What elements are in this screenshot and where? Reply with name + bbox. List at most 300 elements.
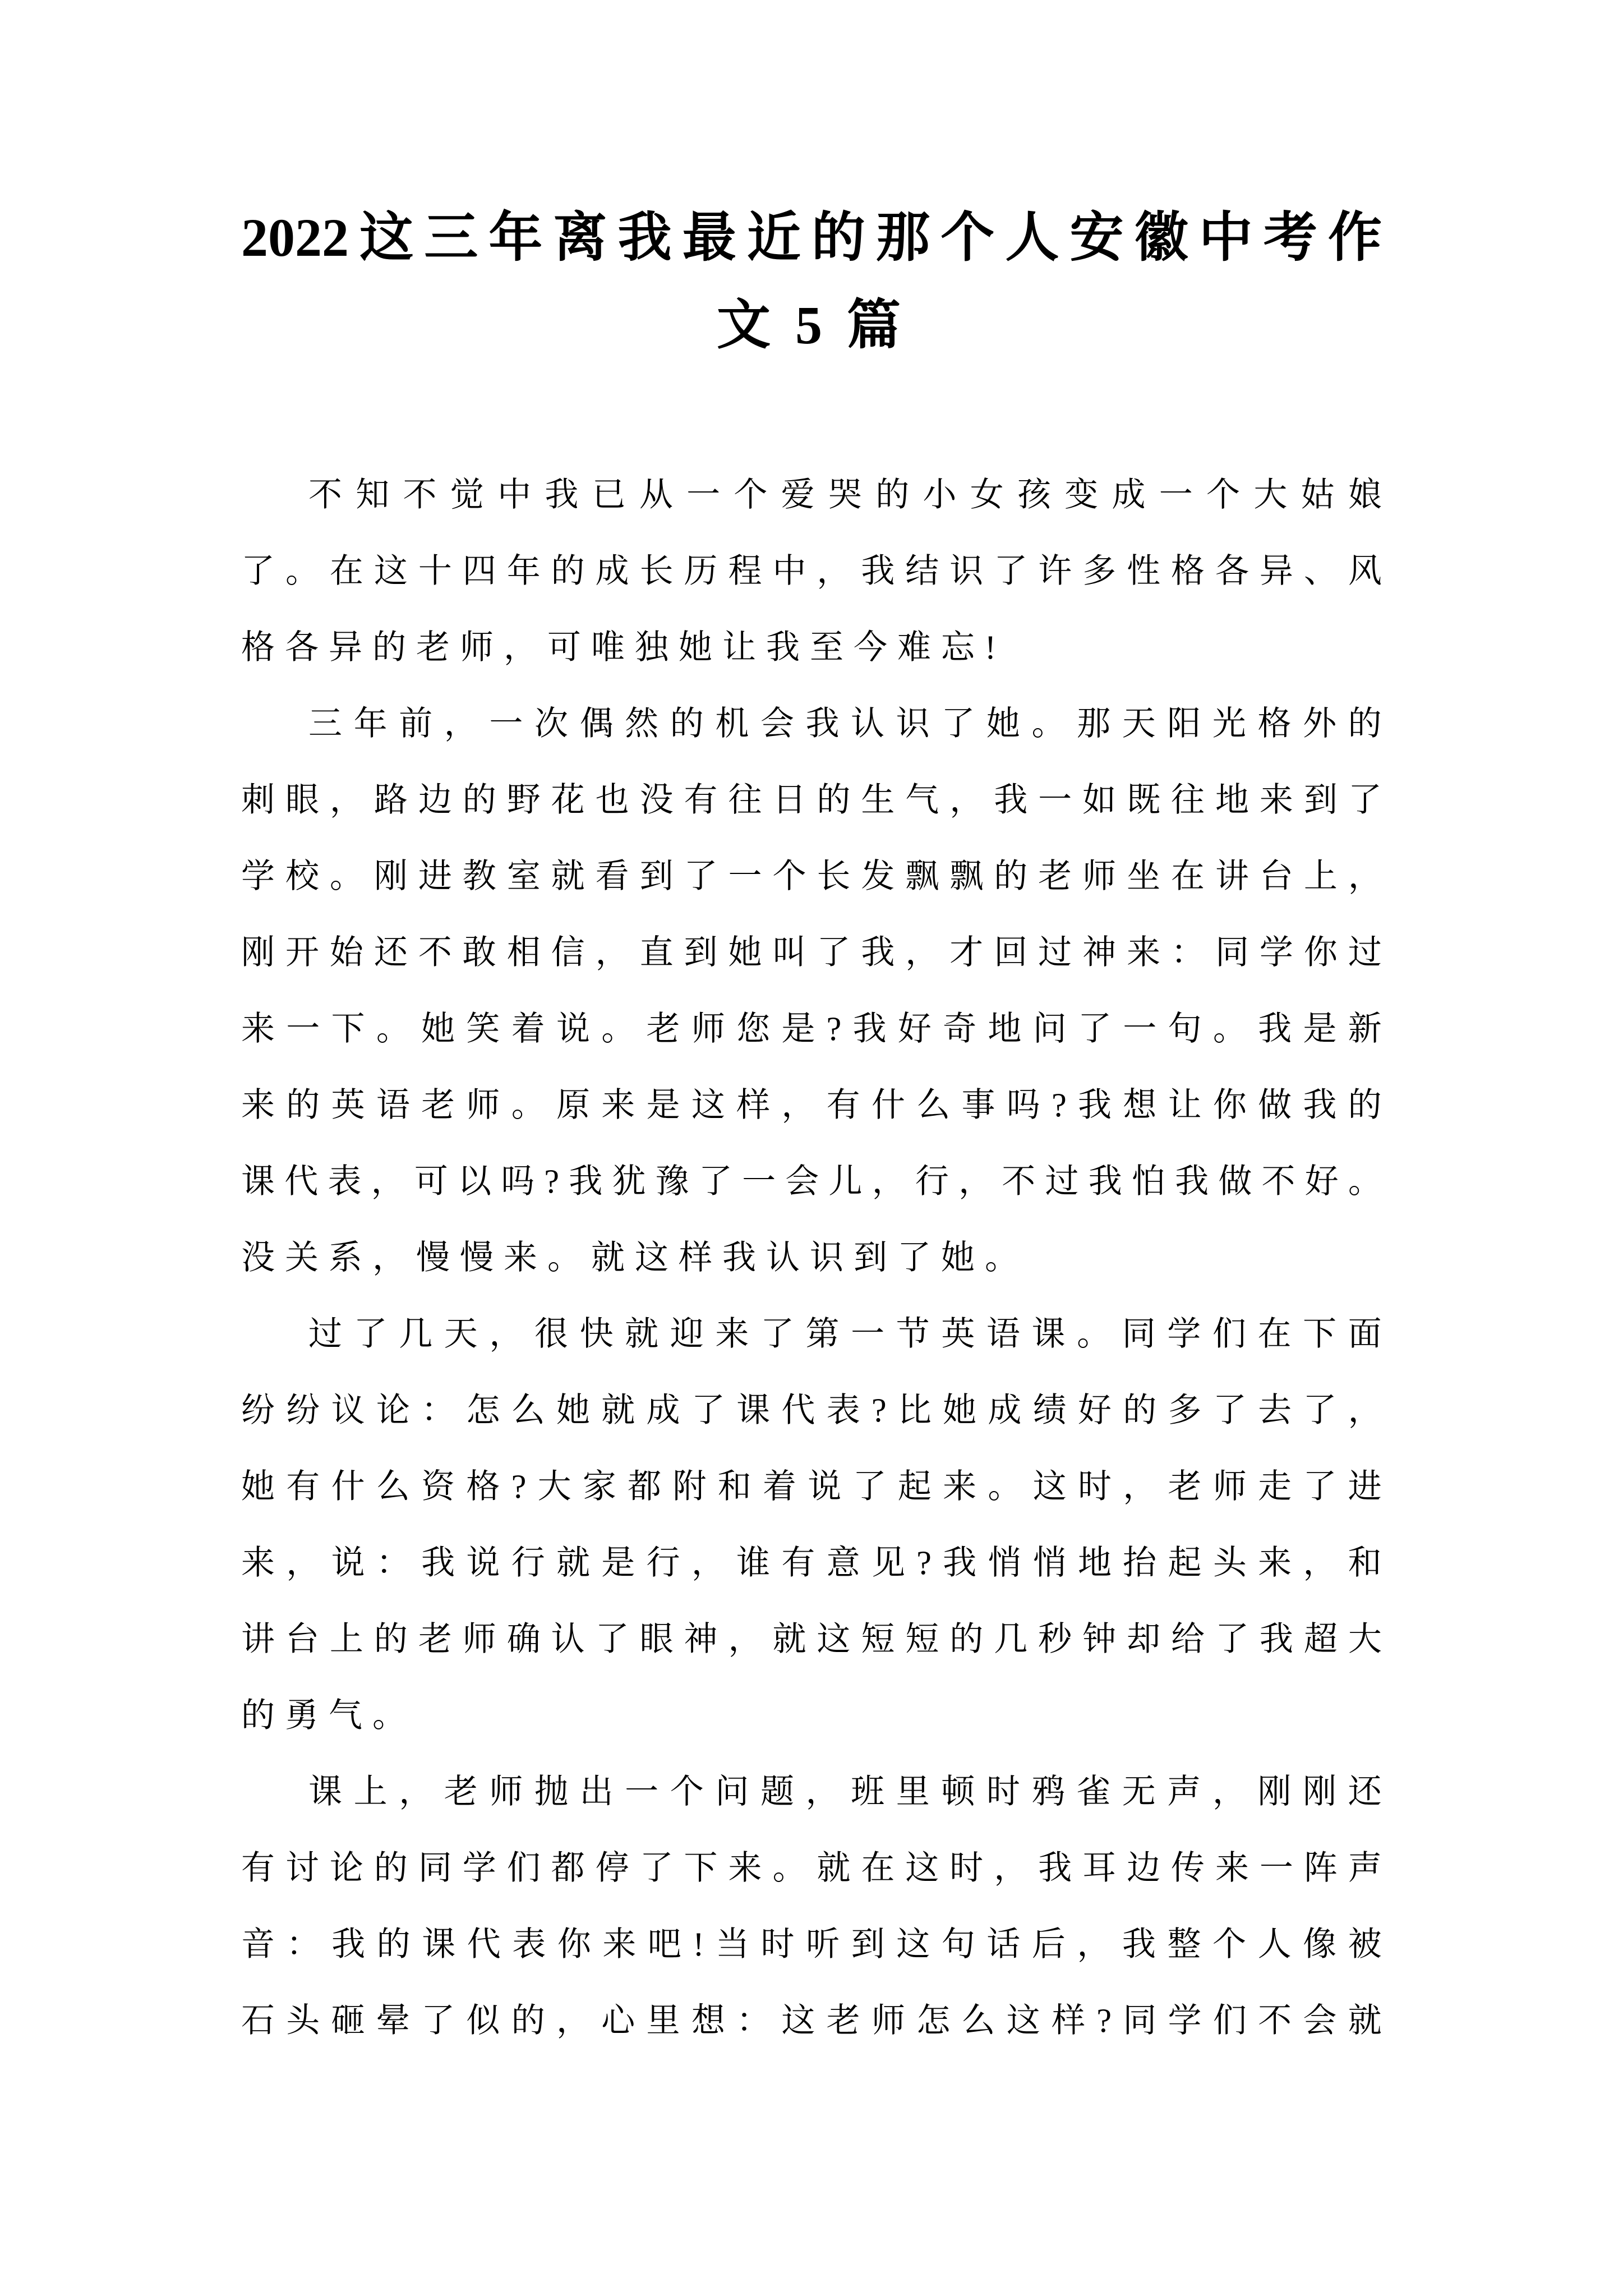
text-char: ， xyxy=(949,781,984,818)
text-char: 一 xyxy=(728,858,762,895)
text-char: 都 xyxy=(628,1468,662,1505)
text-line xyxy=(241,1372,1382,1448)
text-char: 长 xyxy=(817,858,851,895)
text-char: 的 xyxy=(374,1621,408,1658)
text-line xyxy=(241,533,1382,609)
text-line xyxy=(241,1448,1382,1525)
text-char: 了 xyxy=(691,1392,725,1429)
text-char: 校 xyxy=(285,858,319,895)
text-char: 从 xyxy=(639,476,673,513)
text-char: 一 xyxy=(1259,1849,1293,1887)
text-char: 里 xyxy=(646,2002,680,2039)
text-char: 同 xyxy=(1215,934,1249,971)
title-char: 人 xyxy=(1005,208,1059,268)
text-char: 一 xyxy=(686,476,721,513)
text-char: 几 xyxy=(994,1621,1028,1658)
paragraph-3 xyxy=(241,1296,1382,1754)
text-char: ， xyxy=(905,934,939,971)
text-char: 是 xyxy=(1303,1010,1337,1047)
text-char: 了 xyxy=(698,1163,732,1200)
text-char: 不 xyxy=(1258,2002,1292,2039)
text-char: 上 xyxy=(1303,858,1338,895)
text-char: 。 xyxy=(1077,1315,1111,1352)
text-line xyxy=(241,1601,1382,1677)
text-char: 行 xyxy=(646,1544,680,1581)
text-char: 我 xyxy=(943,1544,977,1581)
text-char: 短 xyxy=(861,1621,895,1658)
text-char: 比 xyxy=(897,1392,932,1429)
text-char: 还 xyxy=(374,934,408,971)
text-char: 开 xyxy=(285,934,319,971)
text-char: 我 xyxy=(805,705,840,742)
text-char: 飘 xyxy=(905,858,939,895)
text-char: 几 xyxy=(399,1315,433,1352)
text-char: 三 xyxy=(308,705,342,742)
title-char: 近 xyxy=(746,208,801,268)
text-char: 怎 xyxy=(466,1392,500,1429)
text-char: 我 xyxy=(1088,1163,1122,1200)
text-char: 表 xyxy=(328,1163,362,1200)
text-char: 说 xyxy=(466,1544,500,1581)
text-char: 事 xyxy=(961,1087,995,1124)
text-char: 的 xyxy=(994,858,1028,895)
text-char: ， xyxy=(489,1315,523,1352)
text-char: 阵 xyxy=(1303,1849,1338,1887)
text-char: 年 xyxy=(353,705,388,742)
text-char: 以 xyxy=(458,1163,492,1200)
text-char: ： xyxy=(421,1392,455,1429)
text-char: 格 xyxy=(1257,705,1292,742)
text-char: 的 xyxy=(511,2002,545,2039)
text-char: 句 xyxy=(941,1926,975,1963)
text-char: 。 xyxy=(511,1087,545,1124)
text-char: 台 xyxy=(285,1621,319,1658)
text-char: 年 xyxy=(506,553,541,590)
text-char: 我 xyxy=(861,553,895,590)
text-line xyxy=(241,1830,1382,1906)
text-char: 怎 xyxy=(916,2002,951,2039)
text-char: 那 xyxy=(1077,705,1111,742)
text-char: 讨 xyxy=(285,1849,319,1887)
text-char: 做 xyxy=(1218,1163,1252,1200)
text-char: 晕 xyxy=(376,2002,410,2039)
text-char: 来 xyxy=(1215,1849,1249,1887)
title-char: 个 xyxy=(940,208,995,268)
text-char: 钟 xyxy=(1082,1621,1117,1658)
text-char: 么 xyxy=(961,2002,995,2039)
text-char: 问 xyxy=(715,1773,749,1810)
text-char: ， xyxy=(1212,1773,1246,1810)
text-char: 地 xyxy=(1215,781,1249,818)
text-char: 。 xyxy=(329,858,363,895)
text-char: ， xyxy=(444,705,478,742)
text-char: ， xyxy=(994,1849,1028,1887)
title-char: 年 xyxy=(488,208,543,268)
text-char: 我 xyxy=(331,1926,366,1963)
text-char: 课 xyxy=(241,1163,275,1200)
text-char: 过 xyxy=(1038,934,1072,971)
document-title xyxy=(241,194,1382,369)
text-char: 来 xyxy=(728,1849,762,1887)
text-char: 边 xyxy=(1127,1849,1161,1887)
text-char: ， xyxy=(329,781,363,818)
text-char: 砸 xyxy=(331,2002,365,2039)
text-char: 一 xyxy=(1038,781,1072,818)
text-char: 了 xyxy=(639,1849,674,1887)
text-char: ， xyxy=(958,1163,993,1200)
text-char: 认 xyxy=(851,705,885,742)
text-char: 短 xyxy=(905,1621,939,1658)
text-char: 着 xyxy=(511,1010,545,1047)
text-char: 原 xyxy=(556,1087,590,1124)
text-line: 没关系，慢慢来。就这样我认识到了她。 xyxy=(241,1239,1029,1276)
text-char: 了 xyxy=(852,1468,887,1505)
text-char: 我 xyxy=(1259,1621,1293,1658)
text-char: 的 xyxy=(670,705,704,742)
text-char: 来 xyxy=(241,1087,275,1124)
text-char: 抛 xyxy=(534,1773,568,1810)
text-char: 我 xyxy=(1175,1163,1209,1200)
text-char: 我 xyxy=(994,781,1028,818)
text-char: 什 xyxy=(871,1087,905,1124)
text-char: 十 xyxy=(418,553,452,590)
text-char: 的 xyxy=(1348,1087,1382,1124)
text-char: 知 xyxy=(356,476,390,513)
text-char: 会 xyxy=(1303,2002,1337,2039)
text-char: 一 xyxy=(851,1315,885,1352)
text-char: 论 xyxy=(376,1392,410,1429)
text-char: ： xyxy=(1171,934,1205,971)
title-char: 离 xyxy=(553,208,607,268)
text-char: 地 xyxy=(1077,1544,1112,1581)
text-char: 像 xyxy=(1303,1926,1337,1963)
text-line: 的勇气。 xyxy=(241,1697,416,1734)
text-char: 代 xyxy=(284,1163,319,1200)
text-char: 你 xyxy=(1303,934,1338,971)
text-char: 老 xyxy=(646,1010,680,1047)
text-char: 我 xyxy=(852,1010,887,1047)
text-char: 下 xyxy=(684,1849,718,1887)
text-char: 来 xyxy=(1258,1544,1292,1581)
text-char: 还 xyxy=(1348,1773,1382,1810)
text-char: ， xyxy=(286,1544,320,1581)
text-char: 课 xyxy=(422,1926,456,1963)
text-char: 儿 xyxy=(828,1163,863,1200)
text-char: 小 xyxy=(923,476,957,513)
text-char: 直 xyxy=(639,934,674,971)
text-char: 室 xyxy=(506,858,541,895)
text-char: 纷 xyxy=(286,1392,320,1429)
text-char: 日 xyxy=(772,781,806,818)
text-char: 这 xyxy=(691,1087,725,1124)
text-char: 学 xyxy=(1168,2002,1202,2039)
text-char: 的 xyxy=(949,1621,984,1658)
text-char: 就 xyxy=(1348,2002,1382,2039)
text-char: 这 xyxy=(817,1621,851,1658)
text-char: 始 xyxy=(329,934,363,971)
text-char: 了 xyxy=(817,934,851,971)
text-char: 她 xyxy=(241,1468,275,1505)
text-char: 节 xyxy=(896,1315,930,1352)
text-char: 的 xyxy=(286,1087,320,1124)
text-char: 我 xyxy=(545,476,579,513)
text-char: 就 xyxy=(601,1392,635,1429)
text-char: 坐 xyxy=(1127,858,1161,895)
text-char: 语 xyxy=(376,1087,410,1124)
text-char: 同 xyxy=(418,1849,452,1887)
text-char: 时 xyxy=(949,1849,984,1887)
text-char: 格 xyxy=(466,1468,500,1505)
text-char: 新 xyxy=(1348,1010,1382,1047)
text-char: 到 xyxy=(851,1926,885,1963)
text-char: 起 xyxy=(897,1468,932,1505)
text-char: 哭 xyxy=(828,476,862,513)
text-char: 机 xyxy=(715,705,749,742)
text-char: 她 xyxy=(421,1010,455,1047)
text-line xyxy=(241,685,1382,762)
text-char: 就 xyxy=(817,1849,851,1887)
title-line-1 xyxy=(241,194,1382,282)
text-line xyxy=(241,1296,1382,1372)
text-char: 不 xyxy=(418,934,452,971)
text-char: 行 xyxy=(915,1163,949,1200)
text-char: 光 xyxy=(1212,705,1246,742)
text-char: 这 xyxy=(1006,2002,1040,2039)
text-char: 了 xyxy=(684,858,718,895)
text-char: 我 xyxy=(569,1163,603,1200)
text-char: 这 xyxy=(896,1926,930,1963)
text-char: 说 xyxy=(331,1544,365,1581)
text-char: 花 xyxy=(551,781,585,818)
document-body xyxy=(241,457,1382,2059)
text-char: 个 xyxy=(670,1773,704,1810)
text-char: 说 xyxy=(556,1010,590,1047)
text-char: 在 xyxy=(1257,1315,1292,1352)
text-char: 来 xyxy=(1259,781,1293,818)
text-char: 我 xyxy=(1258,1010,1292,1047)
text-char: 说 xyxy=(808,1468,842,1505)
text-char: 附 xyxy=(672,1468,707,1505)
text-char: 到 xyxy=(684,934,718,971)
text-line xyxy=(241,762,1382,838)
text-char: 无 xyxy=(1122,1773,1156,1810)
text-char: 了 xyxy=(1212,1392,1247,1429)
text-char: 。 xyxy=(1348,1163,1382,1200)
text-char: 到 xyxy=(1303,781,1338,818)
text-char: 异 xyxy=(1259,553,1293,590)
text-char: 样 xyxy=(1052,2002,1086,2039)
text-char: 然 xyxy=(625,705,659,742)
text-char: 时 xyxy=(986,1773,1020,1810)
text-char: 过 xyxy=(1045,1163,1079,1200)
text-char: ? xyxy=(826,1010,842,1047)
text-char: 和 xyxy=(1348,1544,1382,1581)
title-char: 这 xyxy=(359,208,414,268)
text-char: 可 xyxy=(414,1163,448,1200)
text-line xyxy=(241,457,1382,533)
text-char: ? xyxy=(1052,1087,1067,1124)
text-char: 们 xyxy=(1212,2002,1247,2039)
text-char: 老 xyxy=(444,1773,478,1810)
text-char: 吧 xyxy=(647,1926,681,1963)
text-char: 快 xyxy=(579,1315,614,1352)
text-char: 么 xyxy=(916,1087,951,1124)
text-char: 了 xyxy=(941,705,975,742)
text-line: 格各异的老师，可唯独她让我至今难忘! xyxy=(241,629,1006,666)
text-char: 发 xyxy=(861,858,895,895)
text-char: 的 xyxy=(551,553,585,590)
text-char: 相 xyxy=(506,934,541,971)
text-char: 不 xyxy=(1261,1163,1295,1200)
text-char: 来 xyxy=(241,1010,275,1047)
text-char: 台 xyxy=(1259,858,1293,895)
text-char: 成 xyxy=(646,1392,680,1429)
text-char: 师 xyxy=(1082,858,1117,895)
text-char: ， xyxy=(399,1773,433,1810)
text-char: 识 xyxy=(949,553,984,590)
text-char: 就 xyxy=(625,1315,659,1352)
text-char: 笑 xyxy=(466,1010,500,1047)
text-char: 题 xyxy=(760,1773,794,1810)
text-char: 我 xyxy=(861,934,895,971)
text-char: 怕 xyxy=(1131,1163,1165,1200)
text-char: 她 xyxy=(556,1392,590,1429)
text-char: 历 xyxy=(684,553,718,590)
text-char: 你 xyxy=(1212,1087,1247,1124)
title-char: 三 xyxy=(424,208,478,268)
text-char: 来 xyxy=(241,1544,275,1581)
text-char: 意 xyxy=(826,1544,860,1581)
text-char: 么 xyxy=(511,1392,545,1429)
text-char: 同 xyxy=(1122,1315,1156,1352)
text-char: 耳 xyxy=(1082,1849,1117,1887)
title-char: 考 xyxy=(1263,208,1317,268)
text-char: 她 xyxy=(728,934,762,971)
text-char: 这 xyxy=(781,2002,815,2039)
text-char: ， xyxy=(817,553,851,590)
text-char: 迎 xyxy=(670,1315,704,1352)
text-char: 我 xyxy=(1038,1849,1072,1887)
text-char: 眼 xyxy=(639,1621,674,1658)
text-char: ， xyxy=(556,2002,590,2039)
text-char: 了 xyxy=(421,2002,455,2039)
text-char: 刚 xyxy=(1303,1773,1337,1810)
text-line xyxy=(241,1754,1382,1830)
text-char: ， xyxy=(1348,1392,1382,1429)
text-char: ? xyxy=(511,1468,527,1505)
text-char: 敢 xyxy=(462,934,496,971)
text-char: 风 xyxy=(1348,553,1382,590)
text-char: 很 xyxy=(534,1315,568,1352)
text-char: 们 xyxy=(506,1849,541,1887)
text-char: 娘 xyxy=(1348,476,1382,513)
text-char: 老 xyxy=(1168,1468,1202,1505)
text-char: 成 xyxy=(1112,476,1146,513)
text-char: 不 xyxy=(308,476,342,513)
text-char: 当 xyxy=(716,1926,749,1963)
title-char: 中 xyxy=(1198,208,1253,268)
text-char: 走 xyxy=(1258,1468,1292,1505)
text-char: 来 xyxy=(602,1926,637,1963)
text-char: 的 xyxy=(462,781,496,818)
text-char: 爱 xyxy=(781,476,815,513)
text-char: 头 xyxy=(1212,1544,1247,1581)
text-char: 一 xyxy=(286,1010,320,1047)
text-char: 我 xyxy=(1077,1087,1112,1124)
text-char: 里 xyxy=(896,1773,930,1810)
text-char: 教 xyxy=(462,858,496,895)
text-char: 却 xyxy=(1127,1621,1161,1658)
text-char: 老 xyxy=(421,1087,455,1124)
text-char: 给 xyxy=(1171,1621,1205,1658)
text-char: 四 xyxy=(462,553,496,590)
text-char: 会 xyxy=(785,1163,819,1200)
text-char: 是 xyxy=(601,1544,635,1581)
text-char: 同 xyxy=(1123,2002,1157,2039)
text-char: 结 xyxy=(905,553,939,590)
text-char: 学 xyxy=(1167,1315,1201,1352)
text-char: 上 xyxy=(353,1773,388,1810)
text-char: 姑 xyxy=(1301,476,1335,513)
text-char: 语 xyxy=(986,1315,1020,1352)
text-char: 的 xyxy=(1348,705,1382,742)
text-char: 老 xyxy=(418,1621,452,1658)
text-char: 被 xyxy=(1348,1926,1382,1963)
text-char: 想 xyxy=(691,2002,725,2039)
text-char: 性 xyxy=(1127,553,1161,590)
text-char: 一 xyxy=(1159,476,1193,513)
text-char: ? xyxy=(1096,2002,1112,2039)
text-char: 回 xyxy=(994,934,1028,971)
text-char: 了 xyxy=(595,1621,629,1658)
text-char: 如 xyxy=(1082,781,1117,818)
text-char: 。 xyxy=(1031,705,1066,742)
text-char: 做 xyxy=(1258,1087,1292,1124)
text-char: 外 xyxy=(1303,705,1337,742)
text-line xyxy=(241,1982,1382,2059)
text-char: 了 xyxy=(241,553,275,590)
text-char: 格 xyxy=(1171,553,1205,590)
text-char: 偶 xyxy=(579,705,614,742)
text-char: 神 xyxy=(1082,934,1117,971)
text-char: 石 xyxy=(241,2002,275,2039)
text-char: 的 xyxy=(374,1849,408,1887)
text-char: 资 xyxy=(421,1468,455,1505)
text-char: 这 xyxy=(905,1849,939,1887)
text-char: 看 xyxy=(595,858,629,895)
text-char: 好 xyxy=(1304,1163,1339,1200)
text-char: 既 xyxy=(1127,781,1161,818)
text-char: 神 xyxy=(684,1621,718,1658)
text-char: 停 xyxy=(595,1849,629,1887)
text-char: 超 xyxy=(1303,1621,1338,1658)
text-line xyxy=(241,914,1382,991)
text-char: 顿 xyxy=(941,1773,975,1810)
text-char: 认 xyxy=(551,1621,585,1658)
text-char: 了 xyxy=(1077,1010,1112,1047)
text-char: 英 xyxy=(331,1087,365,1124)
text-char: 长 xyxy=(639,553,674,590)
text-char: ， xyxy=(595,934,629,971)
text-char: 悄 xyxy=(1032,1544,1067,1581)
text-char: 吗 xyxy=(501,1163,535,1200)
text-char: 学 xyxy=(462,1849,496,1887)
paragraph-4 xyxy=(241,1754,1382,2059)
text-char: 的 xyxy=(376,1926,411,1963)
text-char: 在 xyxy=(329,553,363,590)
text-char: 在 xyxy=(1171,858,1205,895)
text-char: 叫 xyxy=(772,934,806,971)
